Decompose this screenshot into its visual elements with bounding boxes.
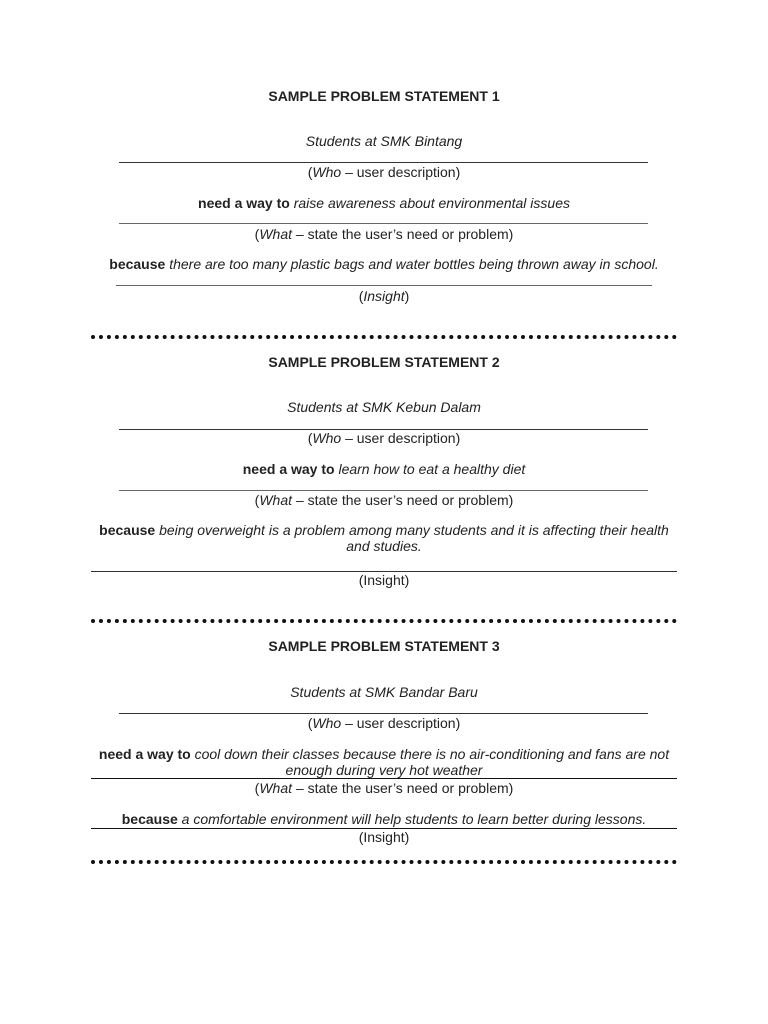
statement-1-because: because there are too many plastic bags and water bottles being thrown away in school. [109,256,659,272]
statement-2-because: because being overweight is a problem among many students and it is affecting their health and studies. [99,522,669,554]
section-divider-3 [91,860,677,864]
statement-3-who-line [119,713,648,714]
statement-1-who: Students at SMK Bintang [305,133,463,149]
statement-1-what-label: (What – state the user’s need or problem) [254,226,514,242]
section-divider-2 [91,619,677,623]
statement-2-who: Students at SMK Kebun Dalam [287,399,481,415]
statement-1-need: need a way to raise awareness about environmental issues [198,195,570,211]
statement-3-who-label: (Who – user description) [307,715,461,731]
statement-3-because: because a comfortable environment will help students to learn better during lessons. [121,811,647,827]
statement-1-heading: SAMPLE PROBLEM STATEMENT 1 [268,88,500,104]
statement-1-insight-line [116,285,652,286]
statement-3-insight-label: (Insight) [358,829,410,845]
section-divider-1 [91,335,677,339]
statement-3-what-line [91,778,677,779]
statement-2-what-label: (What – state the user’s need or problem) [254,492,514,508]
statement-2-insight-label: (Insight) [358,572,410,588]
statement-2-need: need a way to learn how to eat a healthy diet [242,461,526,477]
statement-1-who-line [119,162,648,163]
statement-1-insight-label: (Insight) [358,288,410,304]
statement-2-what-line [119,490,648,491]
statement-3-heading: SAMPLE PROBLEM STATEMENT 3 [268,638,500,654]
statement-3-who: Students at SMK Bandar Baru [290,684,478,700]
statement-3-need: need a way to cool down their classes because there is no air-conditioning and fans are not enough during very hot weather [98,746,670,778]
statement-1-what-line [119,223,648,224]
statement-3-what-label: (What – state the user’s need or problem) [254,780,514,796]
statement-1-who-label: (Who – user description) [307,164,461,180]
statement-2-heading: SAMPLE PROBLEM STATEMENT 2 [268,354,500,370]
statement-2-who-label: (Who – user description) [307,430,461,446]
